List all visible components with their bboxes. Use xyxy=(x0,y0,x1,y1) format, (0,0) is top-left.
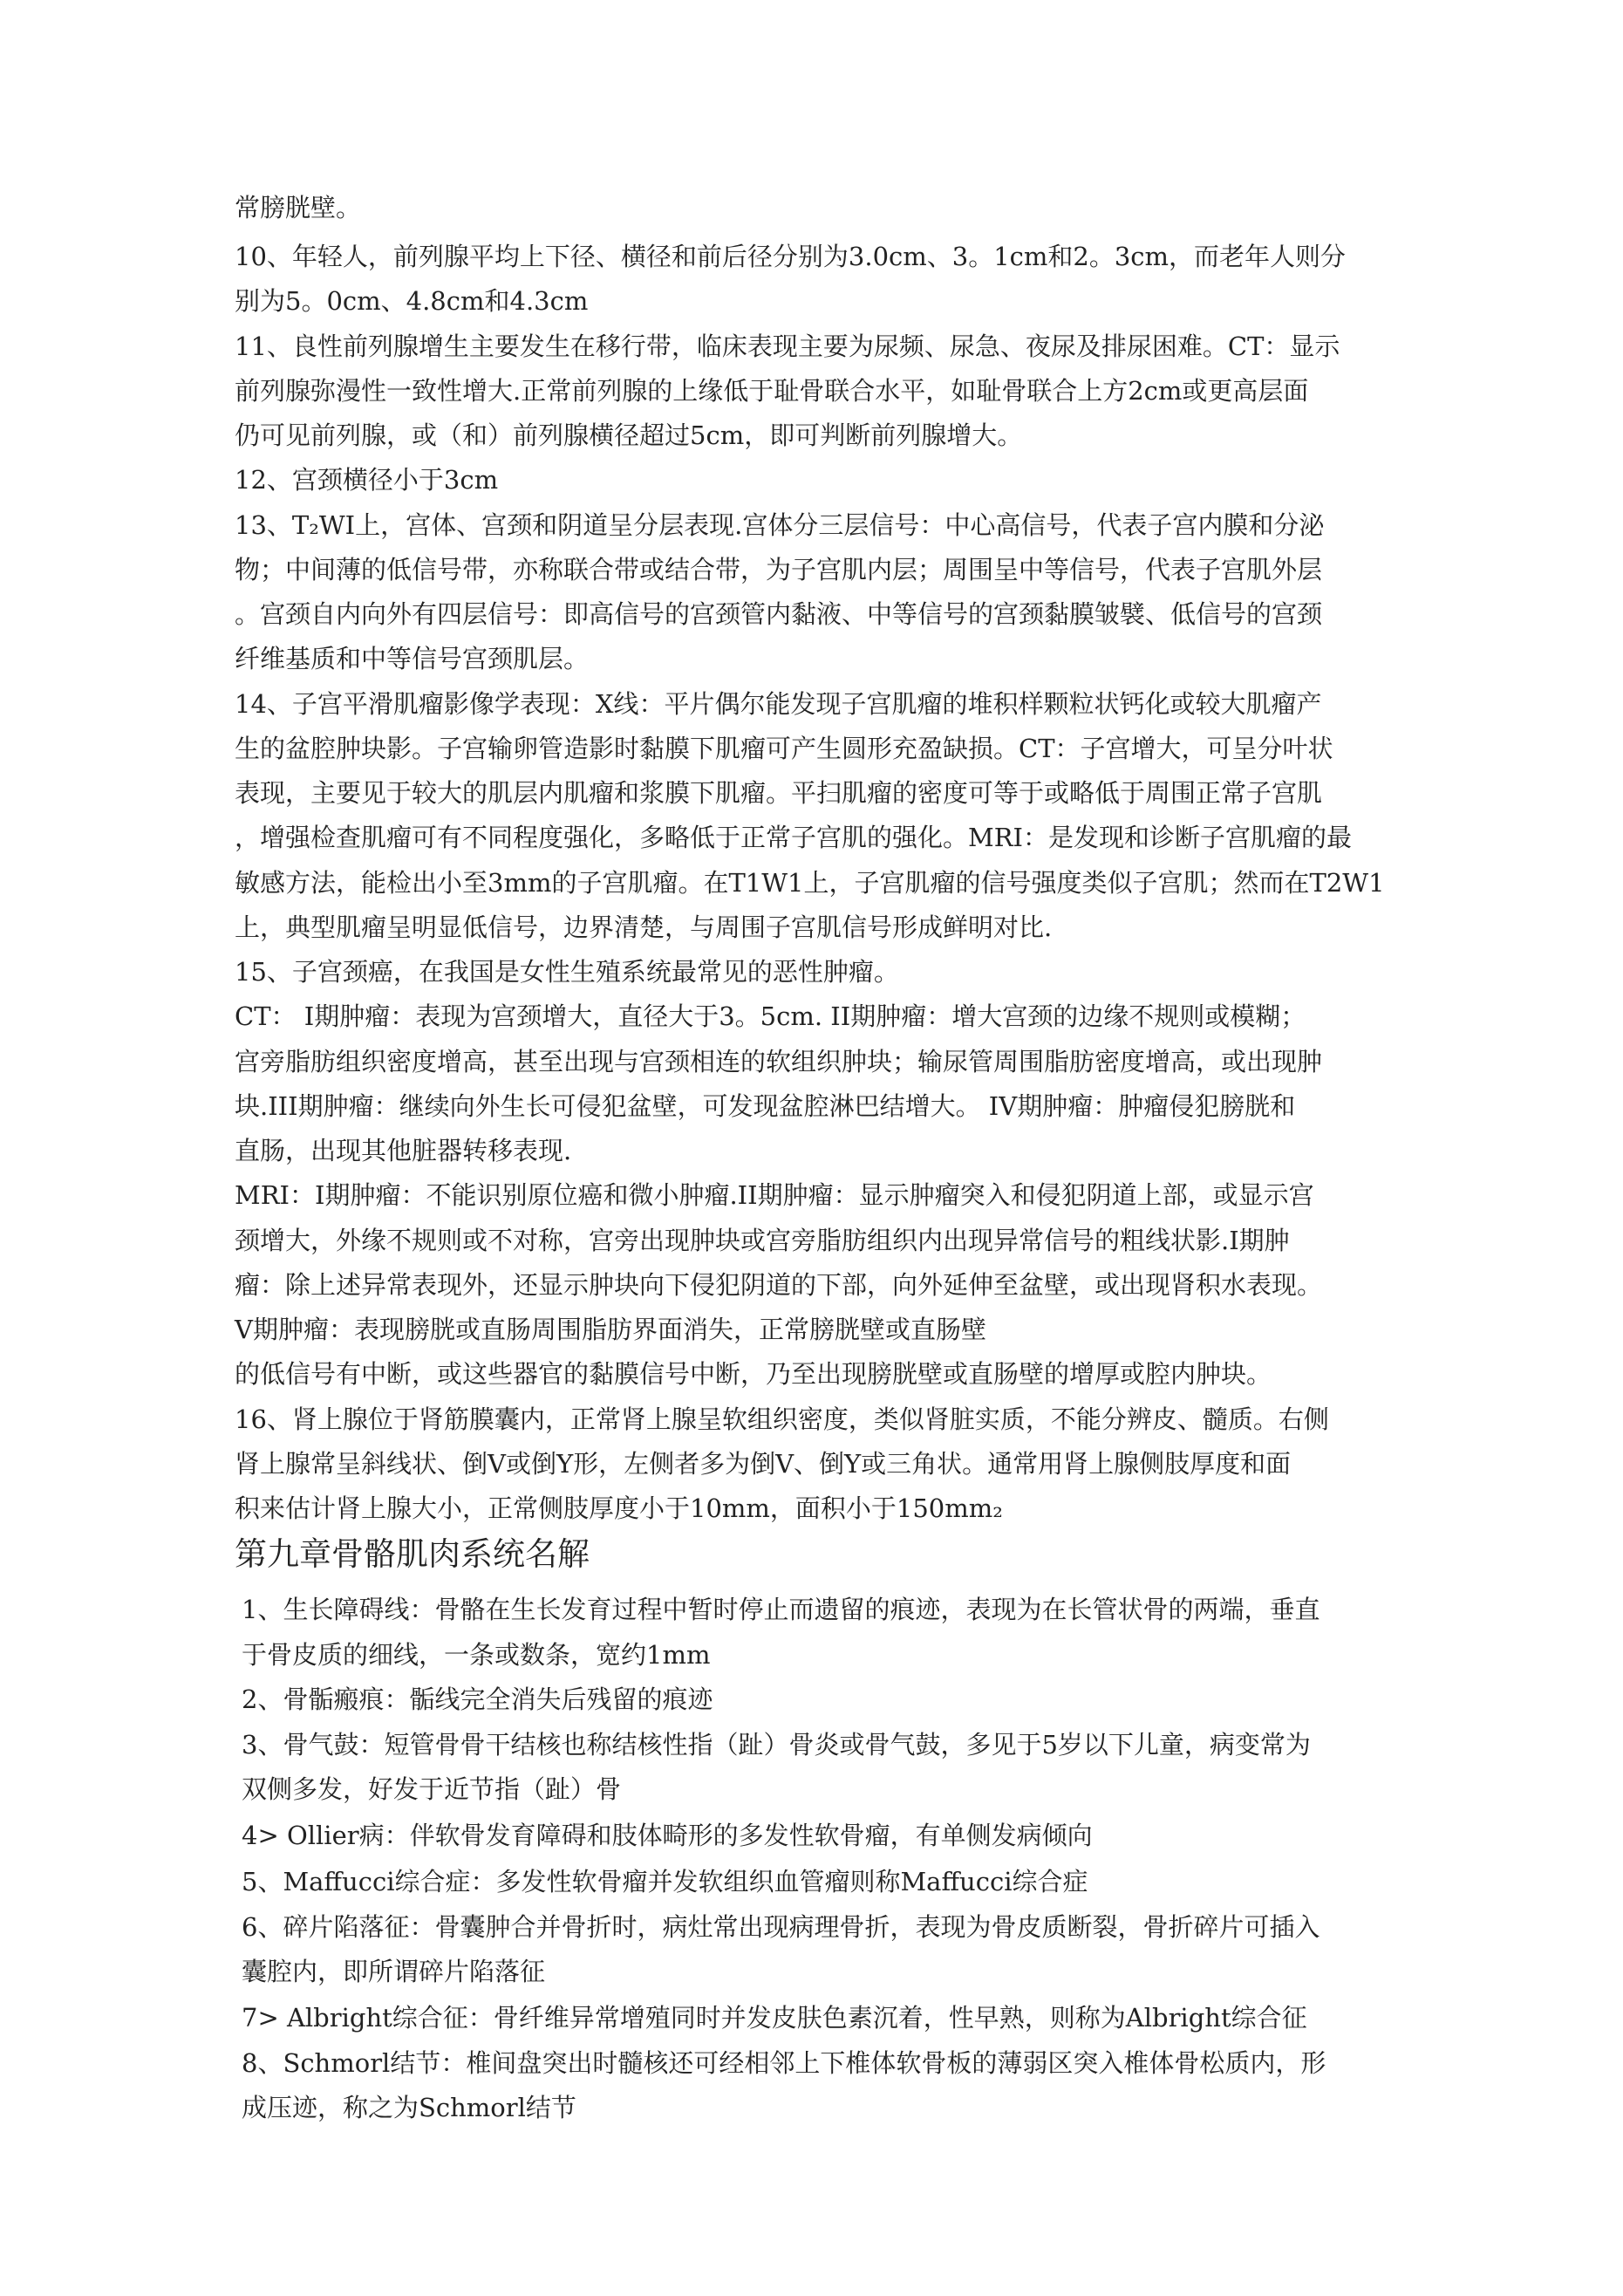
text-line: 瘤：除上述异常表现外，还显示肿块向下侵犯阴道的下部，向外延伸至盆壁，或出现肾积水表现。 xyxy=(235,1270,1323,1300)
text-line: 别为5。0cm、4.8cm和4.3cm xyxy=(235,286,589,316)
text-line: 11、良性前列腺增生主要发生在移行带，临床表现主要为尿频、尿急、夜尿及排尿困难。CT：显示 xyxy=(235,331,1340,361)
text-line: 16、肾上腺位于肾筋膜囊内，正常肾上腺呈软组织密度，类似肾脏实质，不能分辨皮、髓质。右侧 xyxy=(235,1404,1329,1434)
text-line: 纤维基质和中等信号宫颈肌层。 xyxy=(235,644,590,673)
text-line: 仍可见前列腺，或（和）前列腺横径超过5cm，即可判断前列腺增大。 xyxy=(235,420,1023,450)
text-line: 4> Ollier病：伴软骨发育障碍和肢体畸形的多发性软骨瘤，有单侧发病倾向 xyxy=(242,1821,1093,1850)
text-line: MRI：I期肿瘤：不能识别原位癌和微小肿瘤.II期肿瘤：显示肿瘤突入和侵犯阴道上部，或显示宫 xyxy=(235,1180,1314,1210)
text-line: 14、子宫平滑肌瘤影像学表现：X线：平片偶尔能发现子宫肌瘤的堆积样颗粒状钙化或较大肌瘤产 xyxy=(235,689,1322,719)
text-line: 积来估计肾上腺大小，正常侧肢厚度小于10mm，面积小于150mm₂ xyxy=(235,1493,1003,1523)
text-line: V期肿瘤：表现膀胱或直肠周围脂肪界面消失，正常膀胱壁或直肠壁 xyxy=(235,1315,986,1344)
text-line: 颈增大，外缘不规则或不对称，宫旁出现肿块或宫旁脂肪组织内出现异常信号的粗线状影.I期肿 xyxy=(235,1226,1290,1255)
text-line: 肾上腺常呈斜线状、倒V或倒Y形，左侧者多为倒V、倒Y或三角状。通常用肾上腺侧肢厚度和面 xyxy=(235,1449,1292,1479)
text-line: 囊腔内，即所谓碎片陷落征 xyxy=(242,1957,546,1986)
text-line: 的低信号有中断，或这些器官的黏膜信号中断，乃至出现膀胱壁或直肠壁的增厚或腔内肿块。 xyxy=(235,1359,1272,1389)
text-line: ，增强检查肌瘤可有不同程度强化，多略低于正常子宫肌的强化。MRI：是发现和诊断子宫肌瘤的最 xyxy=(235,823,1352,852)
text-line: 成压迹，称之为Schmorl结节 xyxy=(242,2093,576,2122)
text-line: 12、宫颈横径小于3cm xyxy=(235,465,499,495)
text-line: 3、骨气鼓：短管骨骨干结核也称结核性指（趾）骨炎或骨气鼓，多见于5岁以下儿童，病变常为 xyxy=(242,1730,1311,1760)
text-line: 前列腺弥漫性一致性增大.正常前列腺的上缘低于耻骨联合水平，如耻骨联合上方2cm或更高层面 xyxy=(235,376,1309,406)
text-line: 宫旁脂肪组织密度增高，甚至出现与宫颈相连的软组织肿块；输尿管周围脂肪密度增高，或出现肿 xyxy=(235,1047,1323,1076)
text-line: 15、子宫颈癌，在我国是女性生殖系统最常见的恶性肿瘤。 xyxy=(235,957,899,987)
text-line: 常膀胱壁。 xyxy=(235,193,362,222)
text-line: 块.III期肿瘤：继续向外生长可侵犯盆壁，可发现盆腔淋巴结增大。 IV期肿瘤：肿瘤侵犯膀胱和 xyxy=(235,1091,1296,1121)
text-line: 生的盆腔肿块影。子宫输卵管造影时黏膜下肌瘤可产生圆形充盈缺损。CT：子宫增大，可呈分叶状 xyxy=(235,734,1333,763)
text-line: 于骨皮质的细线，一条或数条，宽约1mm xyxy=(242,1640,711,1670)
text-line: 6、碎片陷落征：骨囊肿合并骨折时，病灶常出现病理骨折，表现为骨皮质断裂，骨折碎片可插入 xyxy=(242,1912,1320,1942)
text-line: 直肠，出现其他脏器转移表现. xyxy=(235,1136,572,1165)
text-line: 13、T₂WI上，宫体、宫颈和阴道呈分层表现.宫体分三层信号：中心高信号，代表子宫内膜和分泌 xyxy=(235,510,1325,540)
text-line: 1、生长障碍线：骨骼在生长发育过程中暂时停止而遗留的痕迹，表现为在长管状骨的两端，垂直 xyxy=(242,1595,1320,1624)
text-line: 7> Albright综合征：骨纤维异常增殖同时并发皮肤色素沉着，性早熟，则称为Albright综合征 xyxy=(242,2003,1307,2033)
text-line: 敏感方法，能检出小至3mm的子宫肌瘤。在T1W1上，子宫肌瘤的信号强度类似子宫肌；然而在T2W1 xyxy=(235,868,1385,898)
chapter-heading: 第九章骨骼肌肉系统名解 xyxy=(235,1535,590,1573)
text-line: CT： I期肿瘤：表现为宫颈增大，直径大于3。5cm. II期肿瘤：增大宫颈的边缘不规则或模糊； xyxy=(235,1001,1306,1031)
text-line: 双侧多发，好发于近节指（趾）骨 xyxy=(242,1774,622,1804)
text-line: 10、年轻人，前列腺平均上下径、横径和前后径分别为3.0cm、3。1cm和2。3cm，而老年人则分 xyxy=(235,242,1347,271)
text-line: 上，典型肌瘤呈明显低信号，边界清楚，与周围子宫肌信号形成鲜明对比. xyxy=(235,912,1053,942)
text-line: 物；中间薄的低信号带，亦称联合带或结合带，为子宫肌内层；周围呈中等信号，代表子宫肌外层 xyxy=(235,555,1323,584)
text-line: 表现，主要见于较大的肌层内肌瘤和浆膜下肌瘤。平扫肌瘤的密度可等于或略低于周围正常子宫肌 xyxy=(235,778,1323,808)
text-line: 。宫颈自内向外有四层信号：即高信号的宫颈管内黏液、中等信号的宫颈黏膜皱襞、低信号的宫颈 xyxy=(235,599,1323,629)
text-line: 2、骨骺瘢痕：骺线完全消失后残留的痕迹 xyxy=(242,1684,713,1714)
text-line: 5、Maffucci综合症：多发性软骨瘤并发软组织血管瘤则称Maffucci综合症 xyxy=(242,1867,1088,1896)
text-line: 8、Schmorl结节：椎间盘突出时髓核还可经相邻上下椎体软骨板的薄弱区突入椎体骨松质内，形 xyxy=(242,2048,1326,2078)
